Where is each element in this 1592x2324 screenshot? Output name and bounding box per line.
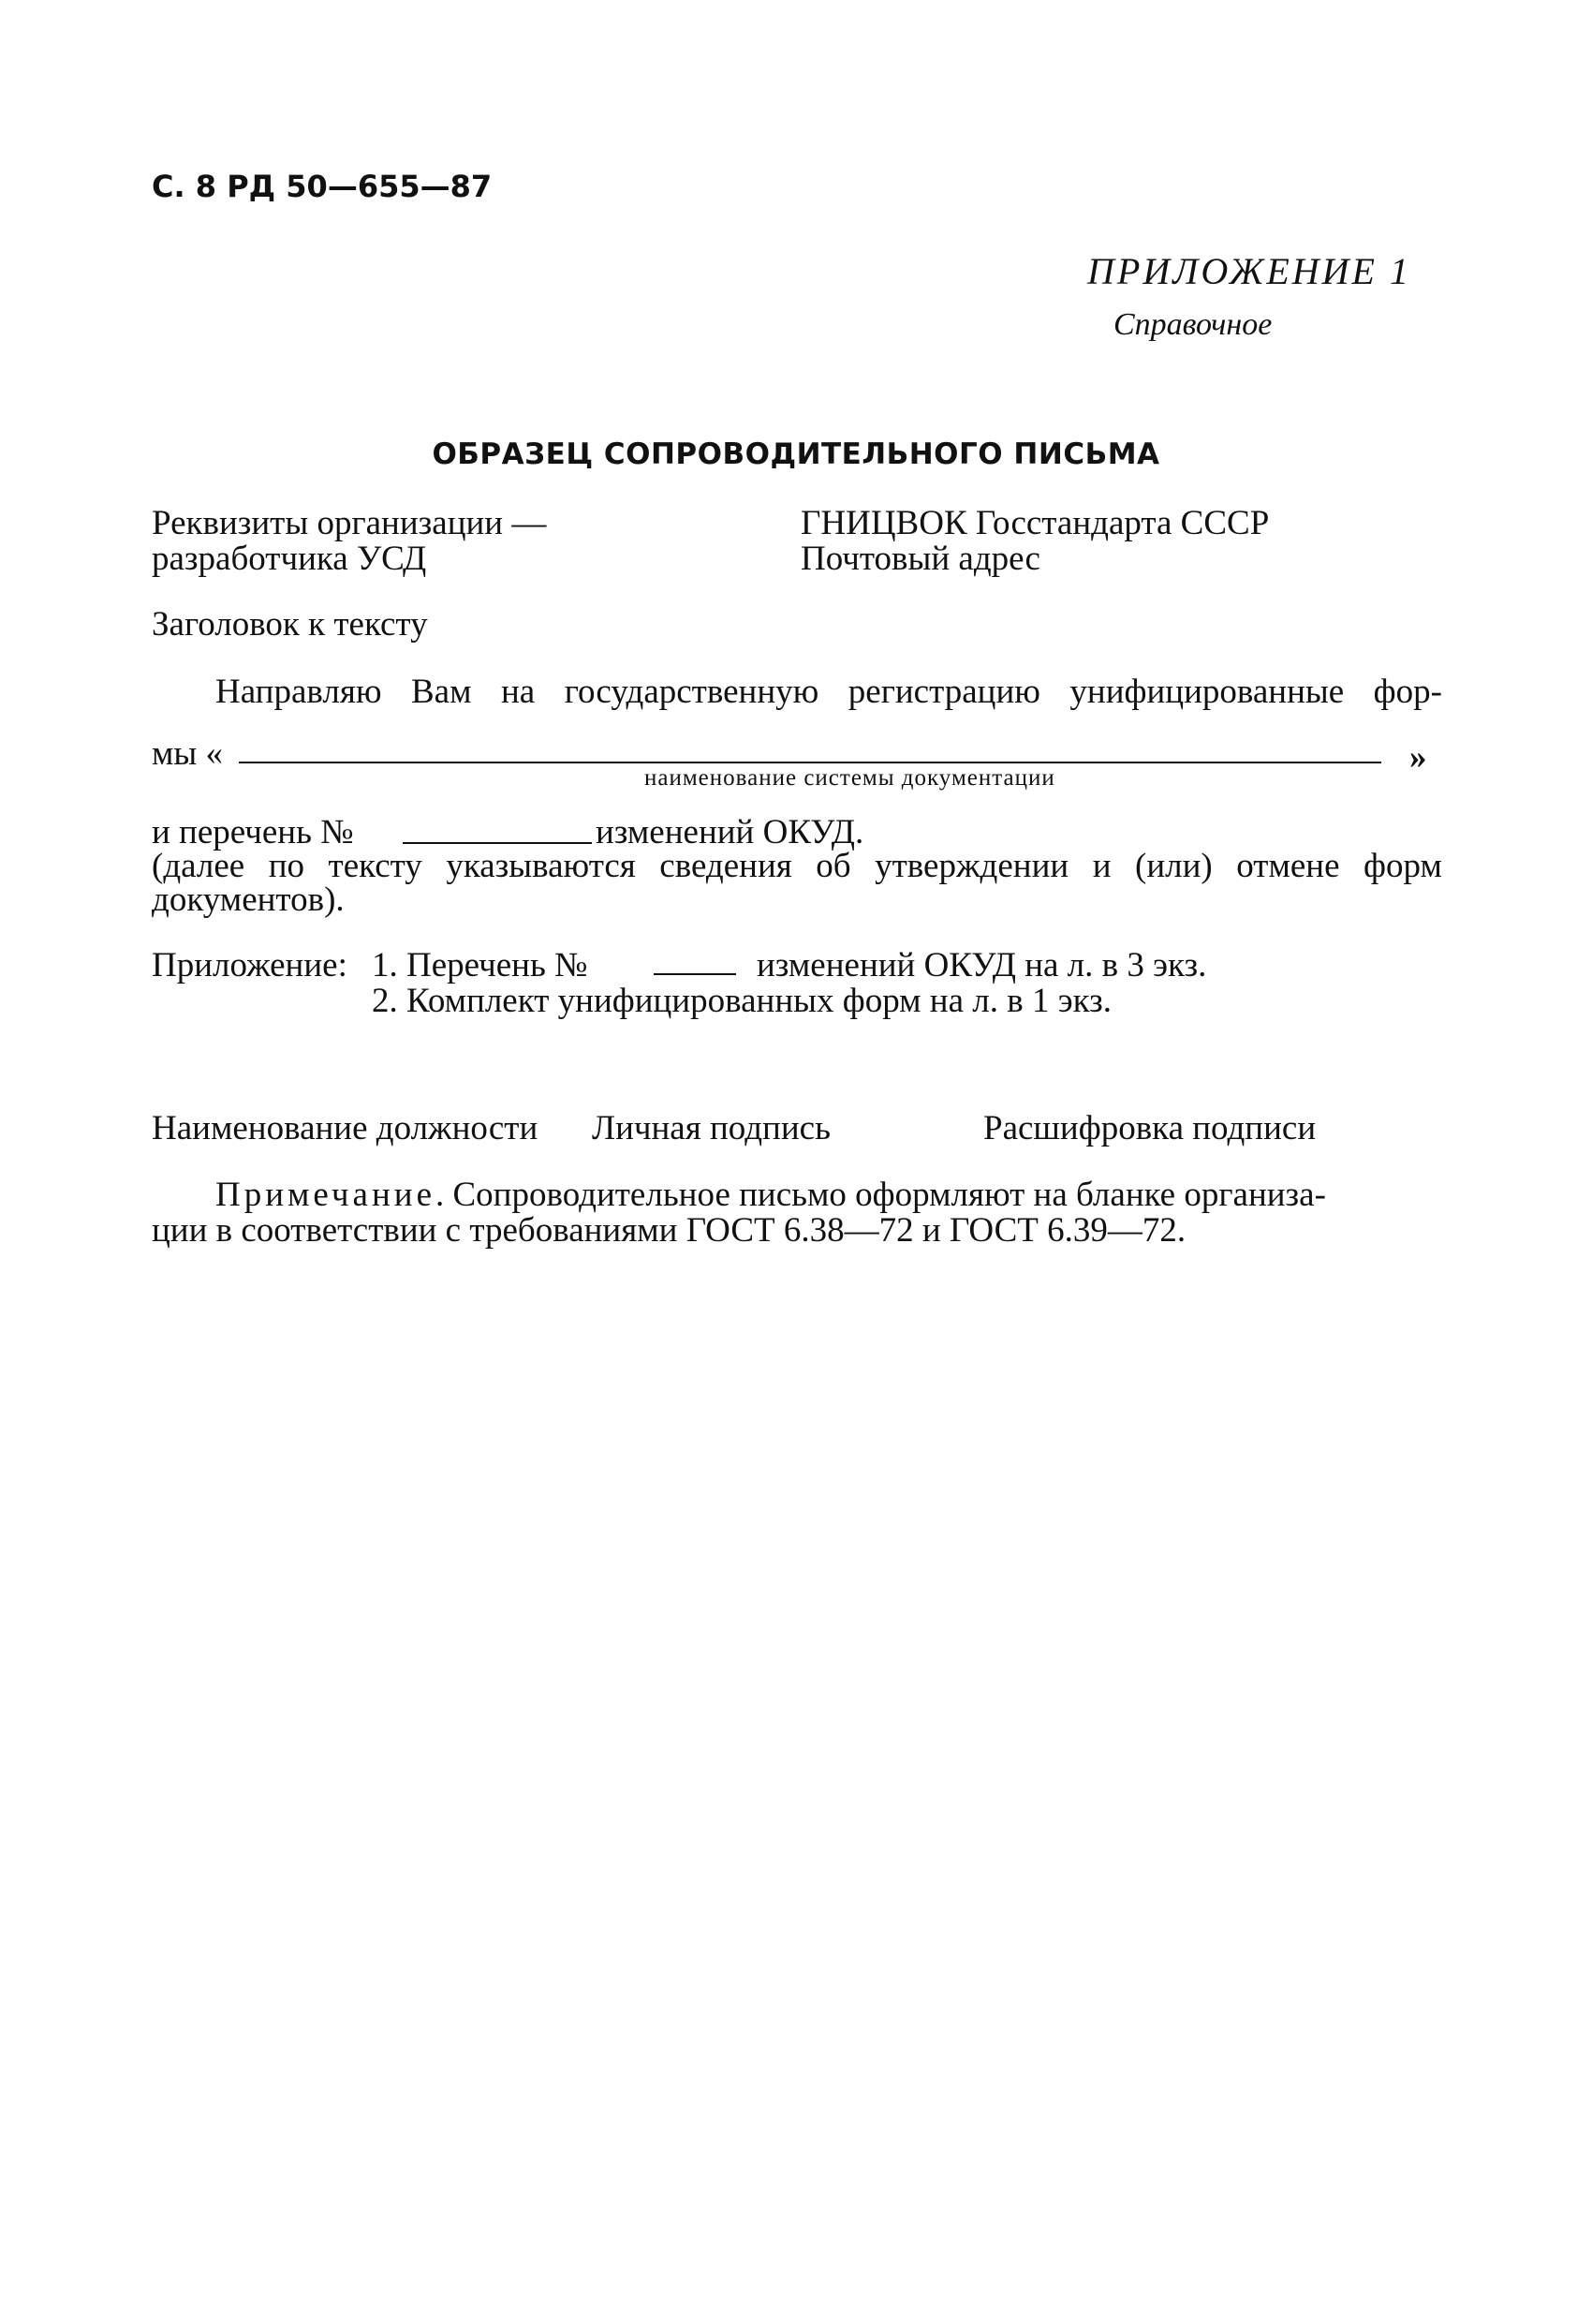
body-line-5: документов).: [152, 881, 345, 919]
appendix-subtitle: Справочное: [1113, 307, 1273, 342]
body-word: утверждении: [875, 847, 1069, 885]
body-word: Вам: [410, 673, 472, 711]
blank-caption: наименование системы документации: [644, 765, 1055, 791]
body-word: указываются: [446, 847, 636, 885]
body-word: сведения: [659, 847, 792, 885]
signature-personal: Личная подпись: [592, 1109, 831, 1147]
signature-decoding: Расшифровка подписи: [983, 1109, 1317, 1147]
page-header: С. 8 РД 50—655—87: [152, 169, 493, 204]
body-line-1: [215, 674, 1442, 709]
body-word: форм: [1364, 847, 1442, 885]
attachment-item-1-end: изменений ОКУД на л. в 3 экз.: [757, 946, 1207, 984]
body-word: отмене: [1236, 847, 1340, 885]
sender-requisites-line2: разработчика УСД: [152, 540, 427, 578]
body-word: (далее: [152, 847, 245, 885]
text-heading: Заголовок к тексту: [152, 605, 428, 644]
body-line-3-end: изменений ОКУД.: [596, 813, 864, 851]
body-word: об: [816, 847, 851, 885]
body-word: Направляю: [215, 673, 382, 711]
list-number-blank: [403, 842, 592, 844]
attachment-number-blank: [654, 973, 736, 975]
sender-requisites-line1: Реквизиты организации —: [152, 504, 547, 542]
body-word: по: [268, 847, 305, 885]
body-word: (или): [1135, 847, 1213, 885]
recipient-line2: Почтовый адрес: [801, 540, 1040, 578]
note-label: Примечание: [215, 1176, 435, 1214]
appendix-title: ПРИЛОЖЕНИЕ 1: [1087, 250, 1411, 292]
body-line-2-end: »: [1409, 738, 1427, 777]
note-line-2: ции в соответствии с требованиями ГОСТ 6.38—72 и ГОСТ 6.39—72.: [152, 1211, 1187, 1250]
body-word: на: [501, 673, 536, 711]
body-word: и: [1092, 847, 1112, 885]
body-line-3-start: и перечень №: [152, 813, 354, 851]
attachment-item-2: 2. Комплект унифицированных форм на л. в 1 экз.: [372, 982, 1112, 1020]
body-line-2-start: мы «: [152, 734, 224, 773]
body-line-4: [152, 849, 1442, 883]
body-word: фор-: [1373, 673, 1442, 711]
body-word: государственную: [564, 673, 819, 711]
attachments-label: Приложение:: [152, 946, 347, 984]
note-line-1: [215, 1177, 1326, 1212]
recipient-line1: ГНИЦВОК Госстандарта СССР: [801, 504, 1270, 542]
body-word: регистрацию: [848, 673, 1040, 711]
body-word: унифицированные: [1069, 673, 1345, 711]
note-line-1-text: . Сопроводительное письмо оформляют на бланке организа-: [435, 1176, 1326, 1214]
signature-position: Наименование должности: [152, 1109, 538, 1147]
body-word: тексту: [328, 847, 422, 885]
attachment-item-1-start: 1. Перечень №: [372, 946, 588, 984]
form-system-name-blank: [239, 762, 1381, 763]
document-title: ОБРАЗЕЦ СОПРОВОДИТЕЛЬНОГО ПИСЬМА: [432, 437, 1160, 471]
